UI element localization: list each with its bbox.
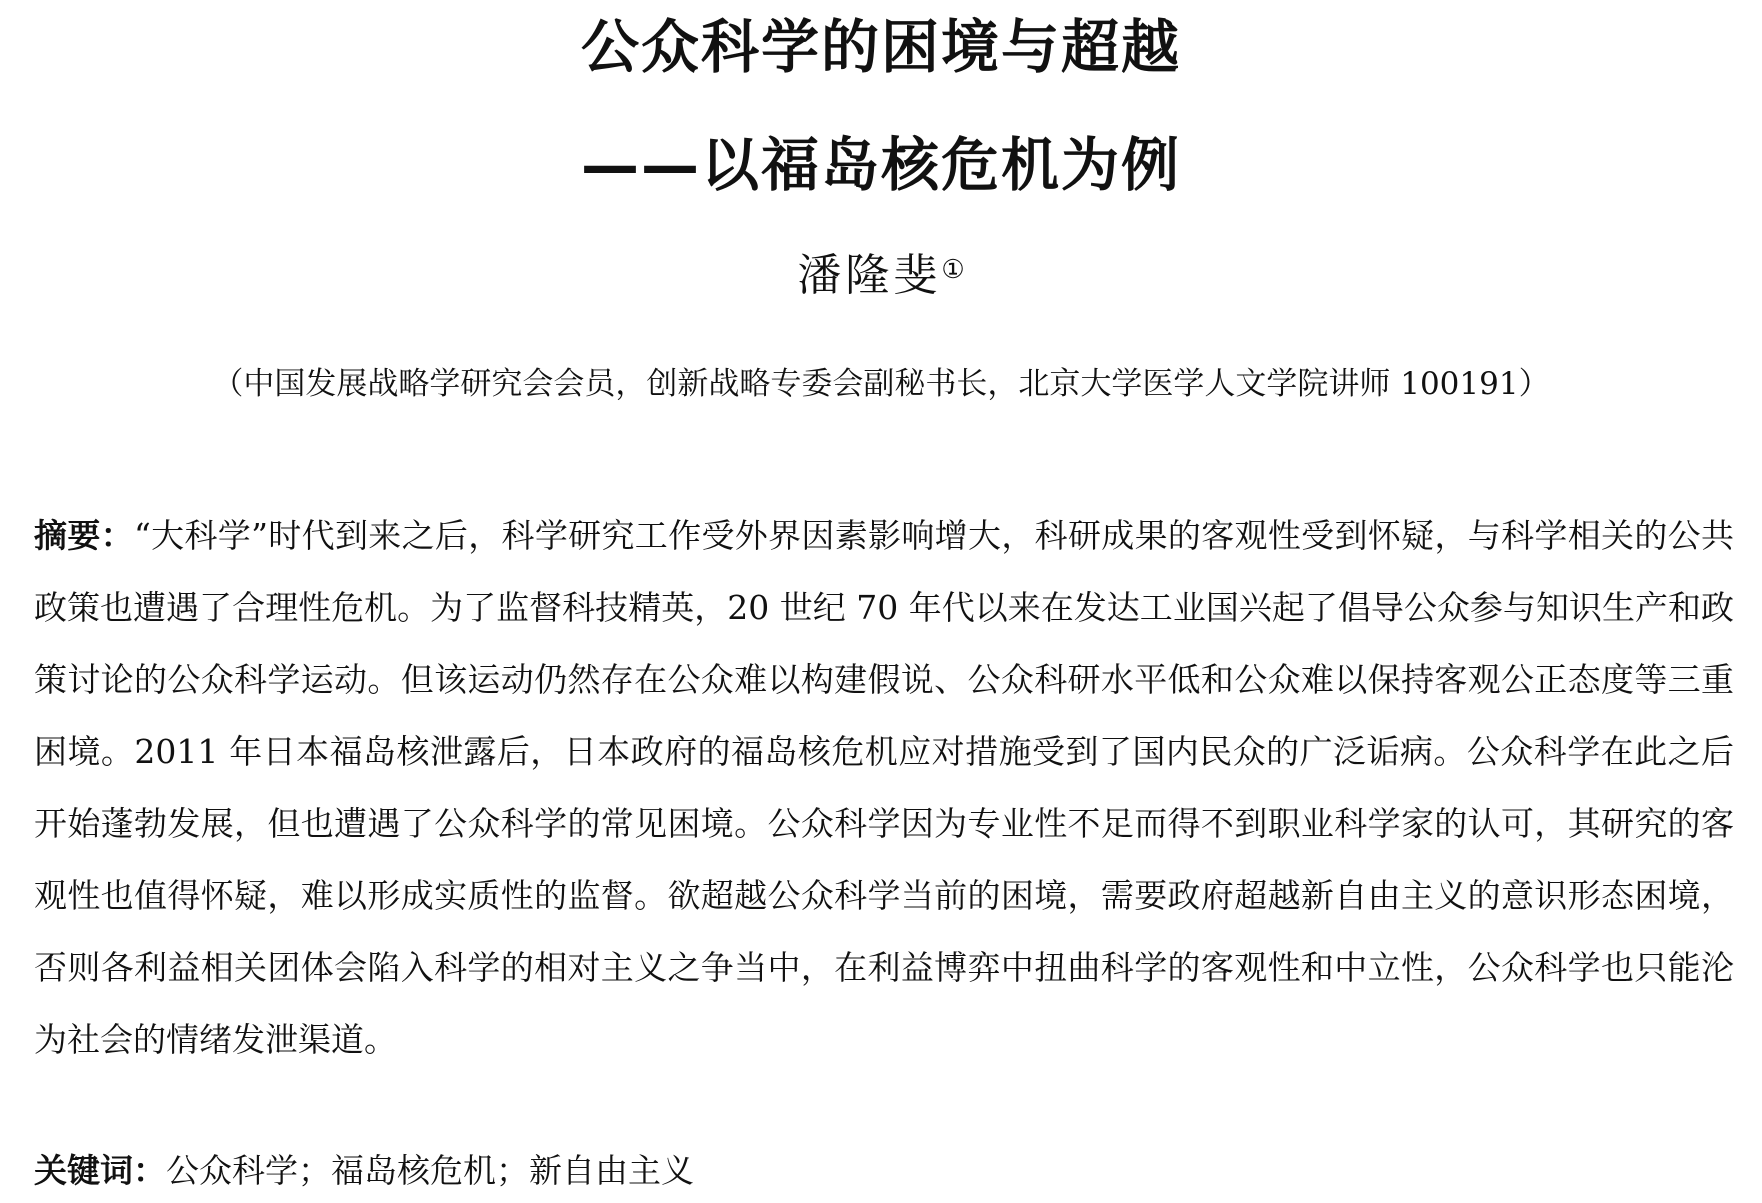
author-affiliation: （中国发展战略学研究会会员，创新战略专委会副秘书长，北京大学医学人文学院讲师 100191） xyxy=(212,366,1550,402)
abstract-label: 摘要： xyxy=(34,516,134,555)
keywords-text: 公众科学；福岛核危机；新自由主义 xyxy=(166,1151,694,1190)
keywords-label: 关键词： xyxy=(34,1151,166,1190)
author-name: 潘隆斐 xyxy=(797,250,942,301)
paper-subtitle: ——以福岛核危机为例 xyxy=(580,131,1181,199)
abstract-text: “大科学”时代到来之后，科学研究工作受外界因素影响增大，科研成果的客观性受到怀疑，与科学相关的公共政策也遭遇了合理性危机。为了监督科技精英，20 世纪 70 年代以来在发达工业国兴起了倡导公众参与知识生产和政策讨论的公众科学运动。但该运动仍然存在公众难以构建假说、公众科研水平低和公众难以保持客观公正态度等三重困境。2011 年日本福岛核泄露后，日本政府的福岛核危机应对措施受到了国内民众的广泛诟病。公众科学在此之后开始蓬勃发展，但也遭遇了公众科学的常见困境。公众科学因为专业性不足而得不到职业科学家的认可，其研究的客观性也值得怀疑，难以形成实质性的监督。欲超越公众科学当前的困境，需要政府超越新自由主义的意识形态困境，否则各利益相关团体会陷入科学的相对主义之争当中，在利益博弈中扭曲科学的客观性和中立性，公众科学也只能沦为社会的情绪发泄渠道。 xyxy=(34,516,1735,1059)
abstract xyxy=(34,500,1734,1076)
author-footnote-mark: ① xyxy=(941,255,965,285)
paper-title: 公众科学的困境与超越 xyxy=(580,13,1181,81)
keywords xyxy=(34,1148,1734,1194)
author-line xyxy=(0,248,1762,304)
